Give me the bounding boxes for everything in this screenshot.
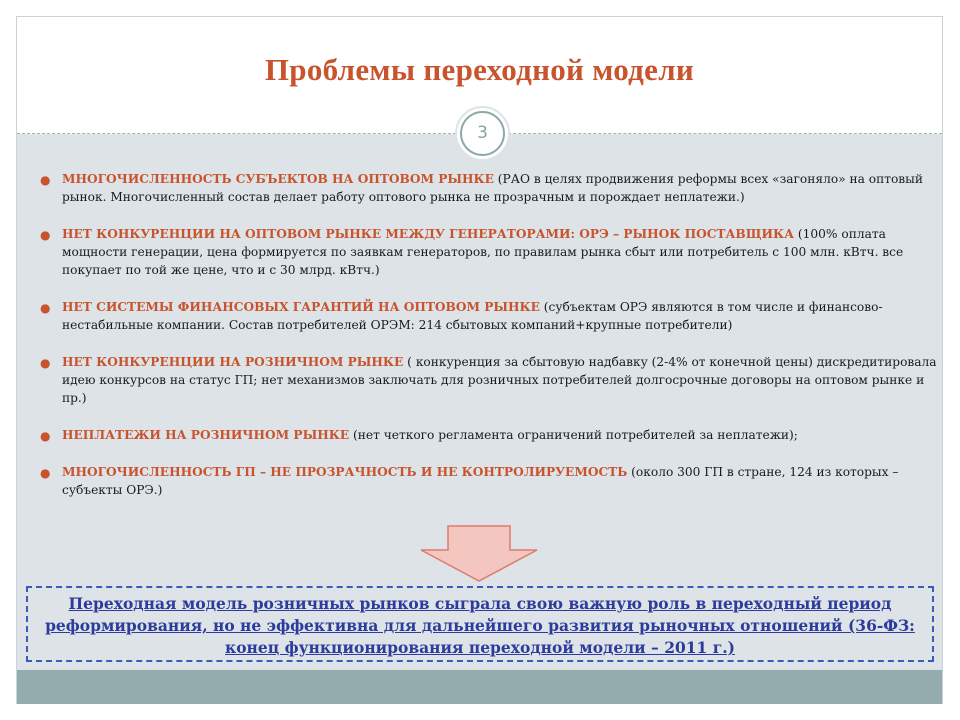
bullet-heading: НЕТ КОНКУРЕНЦИИ НА ОПТОВОМ РЫНКЕ МЕЖДУ ГЕНЕРАТОРАМИ: ОРЭ – РЫНОК ПОСТАВЩИКА bbox=[62, 227, 795, 241]
bullet-heading: МНОГОЧИСЛЕННОСТЬ ГП – НЕ ПРОЗРАЧНОСТЬ И НЕ КОНТРОЛИРУЕМОСТЬ bbox=[62, 465, 628, 479]
summary-text: Переходная модель розничных рынков сыграла свою важную роль в переходный период реформирования, но не эффективна для дальнейшего развития рыночных отношений (36-ФЗ: конец функционирования переходной модели – 2011 г.) bbox=[45, 594, 915, 657]
bullet-item bbox=[40, 225, 940, 279]
bottom-band bbox=[17, 670, 942, 704]
bullet-text: (субъектам ОРЭ являются в том числе и финансово-нестабильные компании. Состав потребителей ОРЭМ: 214 сбытовых компаний+крупные потребители) bbox=[62, 300, 883, 332]
bullet-dot-icon: ● bbox=[40, 228, 51, 242]
bullet-item bbox=[40, 463, 940, 499]
down-arrow-shape bbox=[421, 526, 537, 581]
page-number: 3 bbox=[460, 111, 505, 156]
bullet-dot-icon: ● bbox=[40, 429, 51, 443]
slide-title: Проблемы переходной модели bbox=[264, 52, 695, 87]
bullet-list bbox=[40, 170, 940, 518]
bullet-heading: МНОГОЧИСЛЕННОСТЬ СУБЪЕКТОВ НА ОПТОВОМ РЫНКЕ bbox=[62, 172, 494, 186]
bullet-dot-icon: ● bbox=[40, 301, 51, 315]
bullet-heading: НЕТ СИСТЕМЫ ФИНАНСОВЫХ ГАРАНТИЙ НА ОПТОВОМ РЫНКЕ bbox=[62, 300, 540, 314]
bullet-text: (РАО в целях продвижения реформы всех «загоняло» на оптовый рынок. Многочисленный состав делает работу оптового рынка не прозрачным и порождает неплатежи.) bbox=[62, 172, 923, 204]
bullet-item bbox=[40, 353, 940, 407]
bullet-text: (100% оплата мощности генерации, цена формируется по заявкам генераторов, по правилам рынка сбыт или потребитель с 100 млн. кВтч. все покупает по той же цене, что и с 30 млрд. кВтч.) bbox=[62, 227, 904, 277]
bullet-heading: НЕТ КОНКУРЕНЦИИ НА РОЗНИЧНОМ РЫНКЕ bbox=[62, 355, 404, 369]
bullet-text: (нет четкого регламента ограничений потребителей за неплатежи); bbox=[349, 428, 798, 442]
bullet-text: ( конкуренция за сбытовую надбавку (2-4% от конечной цены) дискредитировала идею конкурсов на статус ГП; нет механизмов заключать для розничных потребителей долгосрочные договоры на оптовом рынке и пр.) bbox=[62, 355, 937, 405]
bullet-text: (около 300 ГП в стране, 124 из которых – субъекты ОРЭ.) bbox=[62, 465, 899, 497]
bullet-item bbox=[40, 426, 940, 444]
bullet-dot-icon: ● bbox=[40, 466, 51, 480]
bullet-dot-icon: ● bbox=[40, 173, 51, 187]
bullet-dot-icon: ● bbox=[40, 356, 51, 370]
down-arrow-icon bbox=[419, 525, 539, 583]
bullet-item bbox=[40, 298, 940, 334]
bullet-item bbox=[40, 170, 940, 206]
bullet-heading: НЕПЛАТЕЖИ НА РОЗНИЧНОМ РЫНКЕ bbox=[62, 428, 350, 442]
